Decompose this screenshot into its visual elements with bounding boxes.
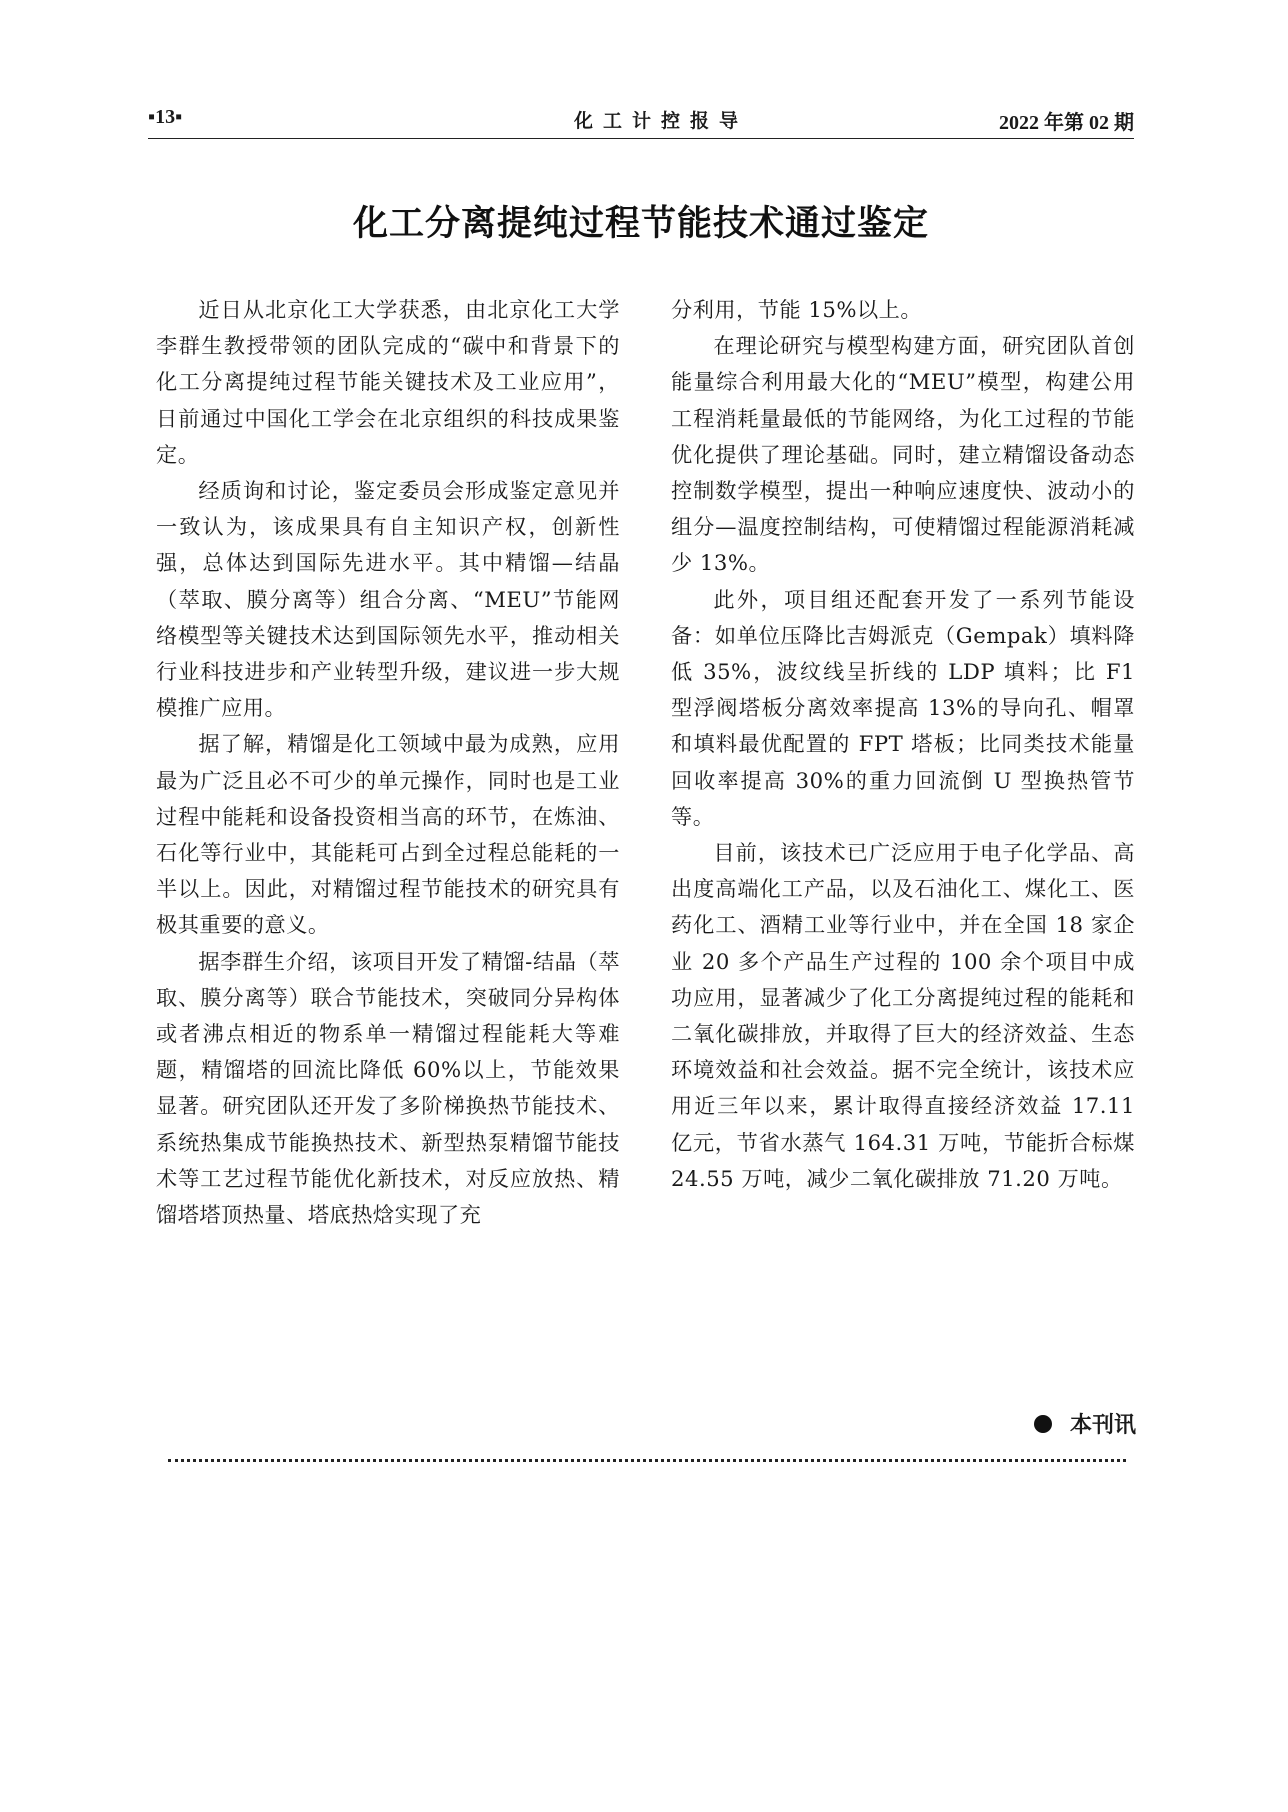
running-header [148, 104, 1134, 139]
journal-name: 化工计控报导 [573, 111, 748, 132]
paragraph: 据李群生介绍，该项目开发了精馏-结晶（萃取、膜分离等）联合节能技术，突破同分异构体或者沸点相近的物系单一精馏过程能耗大等难题，精馏塔的回流比降低 60%以上，节能效果显著。研究团队还开发了多阶梯换热节能技术、系统热集成节能换热技术、新型热泵精馏节能技术等工艺过程节能优化新技术，对反应放热、精馏塔塔顶热量、塔底热焓实现了充 [156, 948, 620, 1228]
paragraph: 目前，该技术已广泛应用于电子化学品、高出度高端化工产品，以及石油化工、煤化工、医药化工、酒精工业等行业中，并在全国 18 家企业 20 多个产品生产过程的 100 余个项目中成功应用，显著减少了化工分离提纯过程的能耗和二氧化碳排放，并取得了巨大的经济效益、生态环境效益和社会效益。据不完全统计，该技术应用近三年以来，累计取得直接经济效益 17.11 亿元，节省水蒸气 164.31 万吨，节能折合标煤 24.55 万吨，减少二氧化碳排放 71.20 万吨。 [671, 840, 1135, 1191]
paragraph: 在理论研究与模型构建方面，研究团队首创能量综合利用最大化的“MEU”模型，构建公用工程消耗量最低的节能网络，为化工过程的节能优化提供了理论基础。同时，建立精馏设备动态控制数学模型，提出一种响应速度快、波动小的组分—温度控制结构，可使精馏过程能源消耗减少 13%。 [671, 333, 1135, 576]
article-title: 化工分离提纯过程节能技术通过鉴定 [352, 204, 929, 244]
bullet-icon [1034, 1415, 1052, 1433]
left-column [156, 292, 620, 1233]
dotted-divider [168, 1459, 1126, 1462]
paragraph: 据了解，精馏是化工领域中最为成熟，应用最为广泛且必不可少的单元操作，同时也是工业过程中能耗和设备投资相当高的环节，在炼油、石化等行业中，其能耗可占到全过程总能耗的一半以上。因此，对精馏过程节能技术的研究具有极其重要的意义。 [156, 731, 620, 938]
issue-label: 2022 年第 02 期 [999, 112, 1134, 134]
paragraph: 经质询和讨论，鉴定委员会形成鉴定意见并一致认为，该成果具有自主知识产权，创新性强，总体达到国际先进水平。其中精馏—结晶（萃取、膜分离等）组合分离、“MEU”节能网络模型等关键技术达到国际领先水平，推动相关行业科技进步和产业转型升级，建议进一步大规模推广应用。 [156, 478, 620, 721]
paragraph: 近日从北京化工大学获悉，由北京化工大学李群生教授带领的团队完成的“碳中和背景下的化工分离提纯过程节能关键技术及工业应用”，日前通过中国化工学会在北京组织的科技成果鉴定。 [156, 297, 620, 467]
byline [1034, 1408, 1136, 1439]
right-column [671, 292, 1135, 1197]
byline-text: 本刊讯 [1069, 1413, 1136, 1438]
paragraph: 此外，项目组还配套开发了一系列节能设备：如单位压降比吉姆派克（Gempak）填料降低 35%，波纹线呈折线的 LDP 填料；比 F1 型浮阀塔板分离效率提高 13%的导向孔、帽罩和填料最优配置的 FPT 塔板；比同类技术能量回收率提高 30%的重力回流倒 U 型换热管节等。 [671, 586, 1135, 829]
page-number: ▪13▪ [148, 106, 183, 128]
paragraph-continuation: 分利用，节能 15%以上。 [671, 297, 923, 322]
